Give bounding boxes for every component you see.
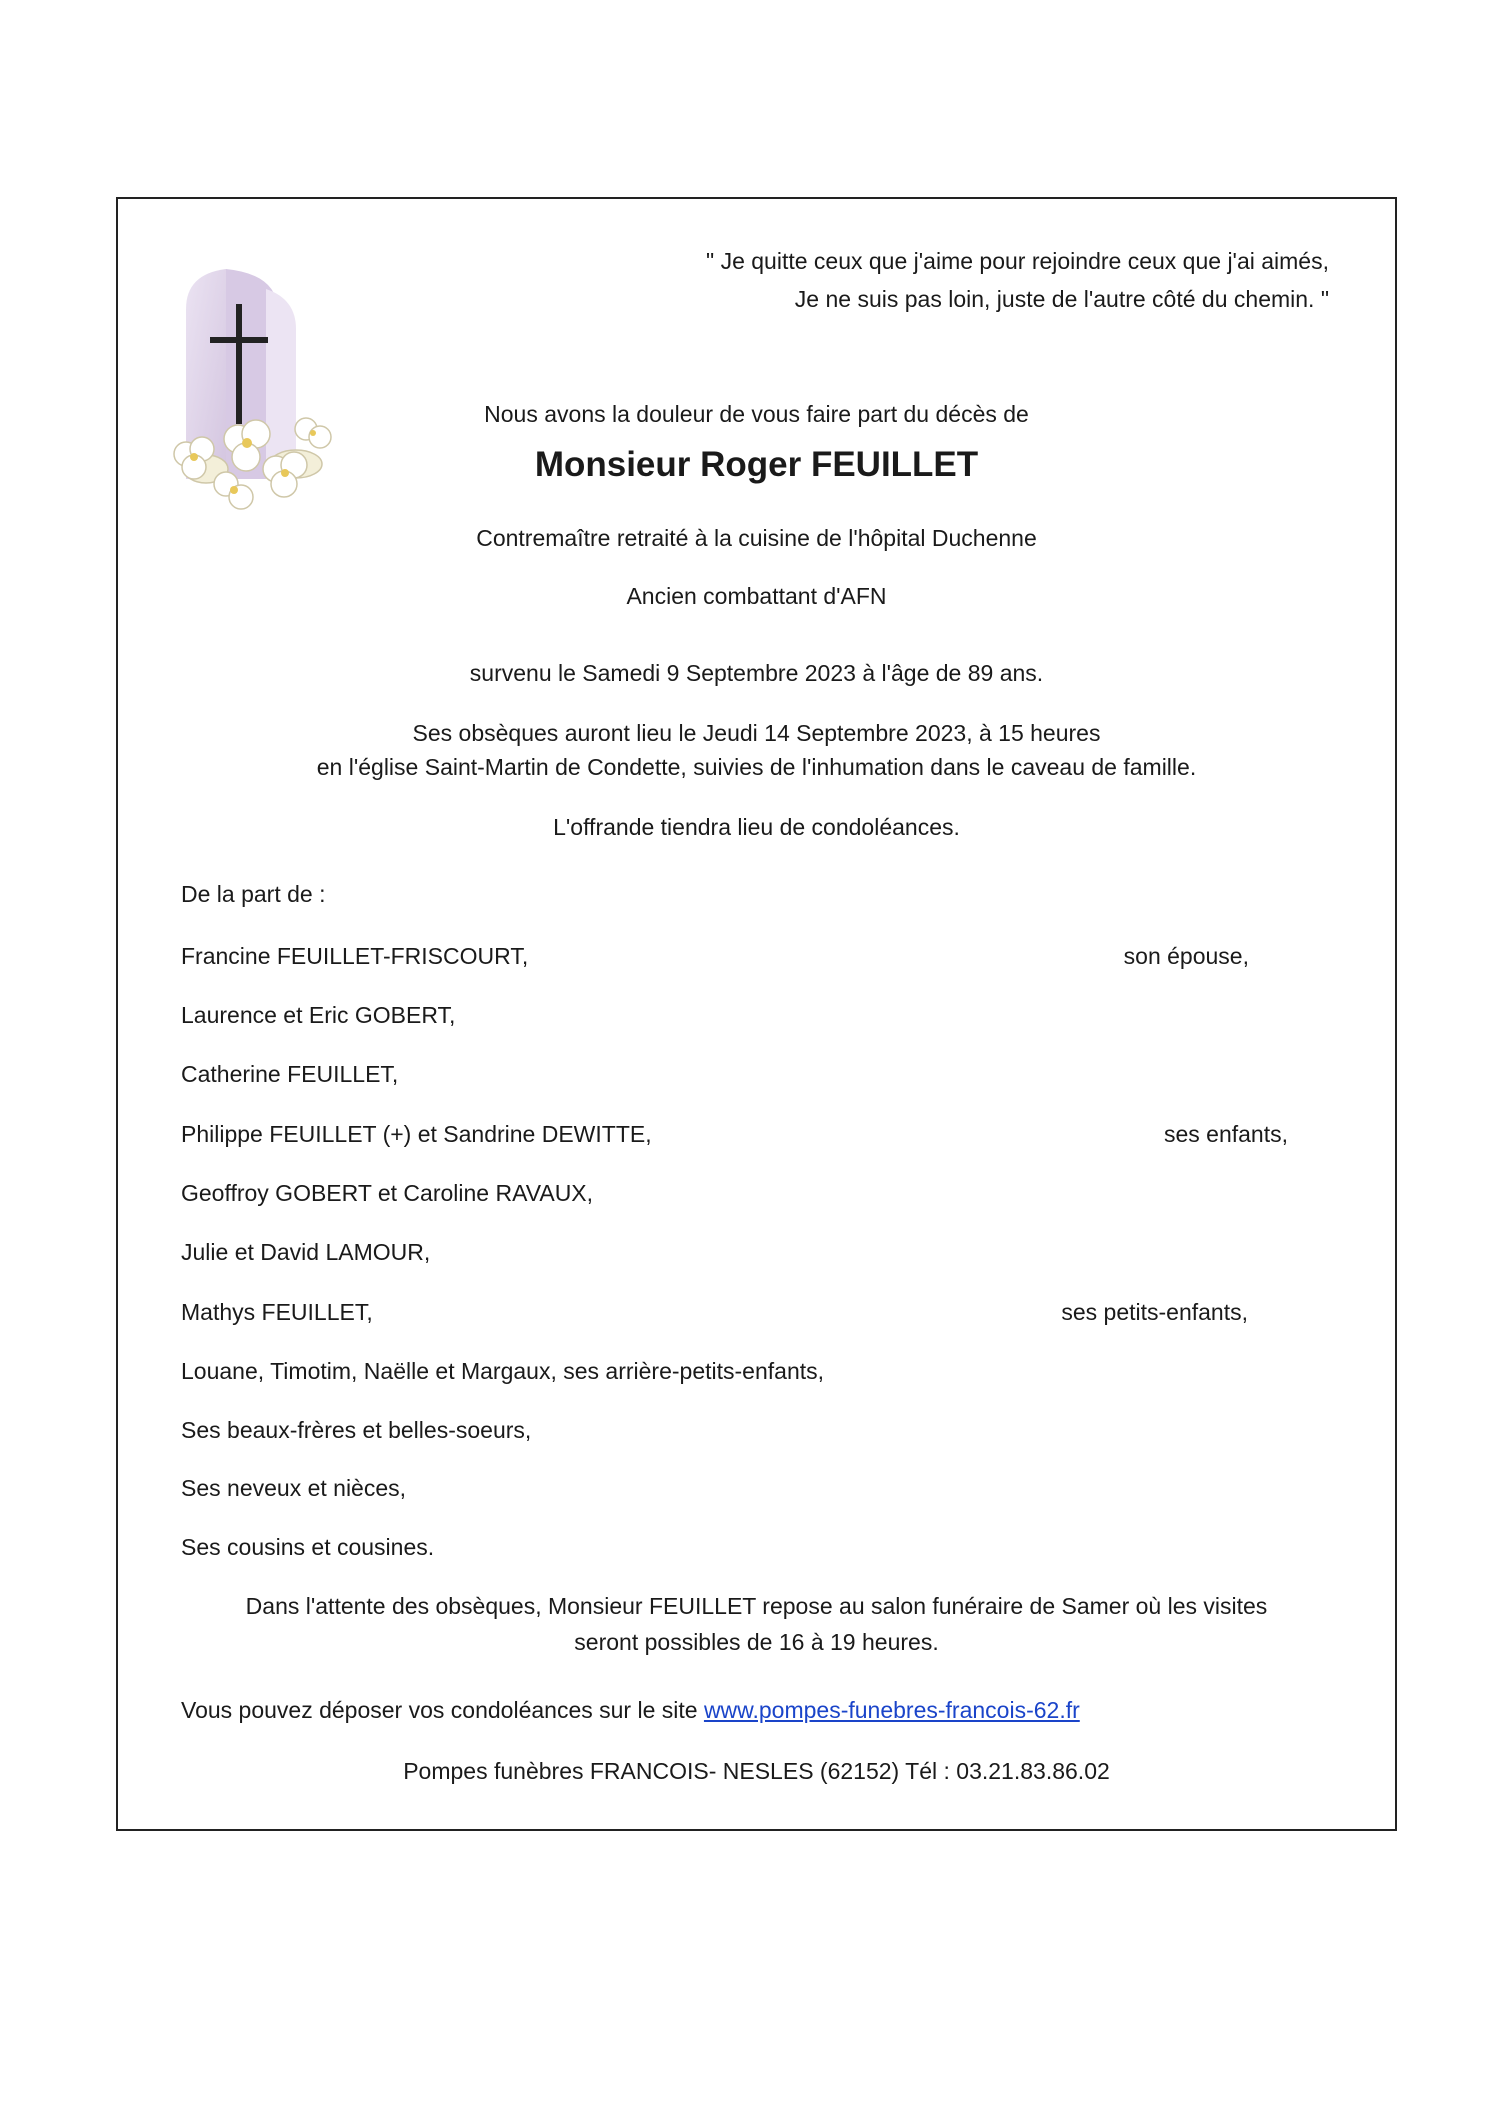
- quote-line-2: Je ne suis pas loin, juste de l'autre côté du chemin. ": [794, 286, 1329, 312]
- family-member: Catherine FEUILLET,: [181, 1061, 399, 1087]
- family-member: Geoffroy GOBERT et Caroline RAVAUX,: [181, 1180, 594, 1206]
- family-relation: son épouse,: [1123, 943, 1249, 969]
- family-heading: De la part de :: [181, 881, 326, 907]
- family-member: Francine FEUILLET-FRISCOURT,: [181, 943, 529, 969]
- funeral-line-1: Ses obsèques auront lieu le Jeudi 14 Septembre 2023, à 15 heures: [412, 720, 1101, 746]
- notice-frame: [116, 197, 1397, 1831]
- family-relation: ses enfants,: [1163, 1121, 1288, 1147]
- family-member: Louane, Timotim, Naëlle et Margaux, ses arrière-petits-enfants,: [181, 1358, 825, 1384]
- condolences-text: Vous pouvez déposer vos condoléances sur le site: [181, 1697, 704, 1723]
- family-member: Julie et David LAMOUR,: [181, 1239, 431, 1265]
- visit-line-1: Dans l'attente des obsèques, Monsieur FEUILLET repose au salon funéraire de Samer où les visites: [245, 1593, 1268, 1619]
- announcement-intro: Nous avons la douleur de vous faire part du décès de: [484, 401, 1029, 427]
- visit-line-2: seront possibles de 16 à 19 heures.: [574, 1629, 939, 1655]
- family-member: Ses beaux-frères et belles-soeurs,: [181, 1417, 532, 1443]
- occupation: Contremaître retraité à la cuisine de l'hôpital Duchenne: [476, 525, 1037, 551]
- family-member: Philippe FEUILLET (+) et Sandrine DEWITTE,: [181, 1121, 652, 1147]
- funeral-line-2: en l'église Saint-Martin de Condette, suivies de l'inhumation dans le caveau de famille.: [316, 754, 1197, 780]
- veteran-status: Ancien combattant d'AFN: [626, 583, 887, 609]
- family-member: Laurence et Eric GOBERT,: [181, 1002, 456, 1028]
- family-member: Ses neveux et nièces,: [181, 1475, 407, 1501]
- funeral-home-footer: Pompes funèbres FRANCOIS- NESLES (62152) Tél : 03.21.83.86.02: [403, 1758, 1110, 1784]
- family-member: Mathys FEUILLET,: [181, 1299, 373, 1325]
- family-member: Ses cousins et cousines.: [181, 1534, 435, 1560]
- quote-line-1: " Je quitte ceux que j'aime pour rejoindre ceux que j'ai aimés,: [706, 248, 1329, 274]
- condolences-link[interactable]: www.pompes-funebres-francois-62.fr: [703, 1697, 1080, 1723]
- family-relation: ses petits-enfants,: [1061, 1299, 1248, 1325]
- deceased-name: Monsieur Roger FEUILLET: [534, 445, 979, 484]
- offering-note: L'offrande tiendra lieu de condoléances.: [553, 814, 960, 840]
- death-notice: survenu le Samedi 9 Septembre 2023 à l'âge de 89 ans.: [469, 660, 1044, 686]
- condolences-line: [181, 1693, 1080, 1727]
